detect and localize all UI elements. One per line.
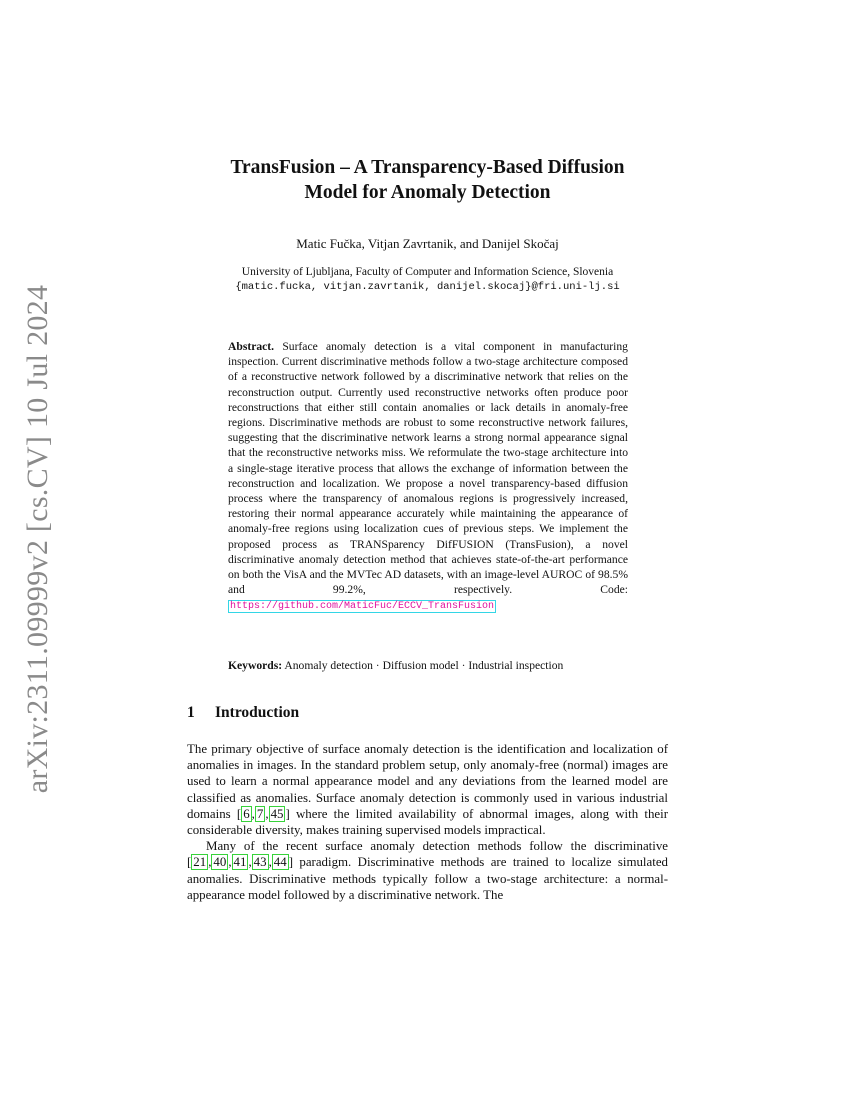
citation-link[interactable]: 45 bbox=[270, 806, 284, 821]
citation-link[interactable]: 41 bbox=[233, 855, 247, 870]
citation-link[interactable]: 21 bbox=[193, 855, 207, 870]
affiliation: University of Ljubljana, Faculty of Computer and Information Science, Slovenia bbox=[241, 266, 614, 278]
section-number: 1 bbox=[187, 704, 195, 721]
paper-title bbox=[187, 155, 668, 205]
title-line-2: Model for Anomaly Detection bbox=[304, 182, 551, 203]
section-title: Introduction bbox=[215, 704, 300, 721]
paragraph-1 bbox=[187, 741, 668, 838]
citation-link[interactable]: 7 bbox=[256, 806, 264, 821]
title-line-1: TransFusion – A Transparency-Based Diffusion bbox=[230, 157, 625, 178]
paragraph-2-text-b: paradigm. Discriminative methods are trained to localize simulated anomalies. Discriminative methods typically follow a two-stage architecture: a normal-appearance model followed by a discriminative network. The bbox=[187, 855, 668, 902]
paragraph-1-text-a: The primary objective of surface anomaly detection is the identification and localization of anomalies in images. In the standard problem setup, only anomaly-free (normal) images are used to learn a normal appearance model and any deviations from the learned model are classified as anomalies. Surface anomaly detection is commonly used in various industrial domains bbox=[187, 742, 668, 821]
authors: Matic Fučka, Vitjan Zavrtanik, and Danijel Skočaj bbox=[296, 236, 559, 251]
abstract-text: Surface anomaly detection is a vital component in manufacturing inspection. Current discriminative methods follow a two-stage architecture composed of a reconstructive network followed by a discriminative network that relies on the reconstruction output. Currently used reconstructive networks often produce poor reconstructions that either still contain anomalies or lack details in anomaly-free regions. Discriminative methods are robust to some reconstructive network failures, suggesting that the discriminative network learns a strong normal appearance signal that the reconstructive networks miss. We reformulate the two-stage architecture into a single-stage iterative process that allows the exchange of information between the reconstruction and localization. We propose a novel transparency-based diffusion process where the transparency of anomalous regions is progressively increased, restoring their normal appearance accurately while maintaining the appearance of anomaly-free regions using localization cues of previous steps. We implement the proposed process as TRANSparency DifFUSION (TransFusion), a novel discriminative anomaly detection method that achieves state-of-the-art performance on both the VisA and the MVTec AD datasets, with an image-level AUROC of 98.5% and 99.2%, respectively. Code: bbox=[228, 340, 628, 597]
paragraph-2 bbox=[187, 838, 668, 903]
citation-group-1: [ 6 , 7 , 45 ] bbox=[236, 806, 290, 821]
citation-link[interactable]: 40 bbox=[213, 855, 227, 870]
citation-group-2: [ 21 , 40 , 41 , 43 , 44 ] bbox=[187, 855, 293, 870]
keywords-text: Anomaly detection · Diffusion model · Industrial inspection bbox=[284, 659, 564, 672]
paragraph-2-text-a: Many of the recent surface anomaly detection methods follow the discriminative bbox=[206, 839, 668, 854]
keywords-label: Keywords: bbox=[228, 659, 283, 672]
citation-link[interactable]: 6 bbox=[243, 806, 250, 821]
introduction-body bbox=[187, 741, 668, 903]
arxiv-stamp bbox=[18, 284, 58, 794]
keywords bbox=[228, 659, 648, 672]
abstract bbox=[228, 339, 628, 615]
citation-link[interactable]: 44 bbox=[273, 855, 287, 870]
citation-link[interactable]: 43 bbox=[253, 855, 267, 870]
affiliation-block bbox=[187, 265, 668, 295]
arxiv-stamp-text: arXiv:2311.09999v2 [cs.CV] 10 Jul 2024 bbox=[21, 284, 54, 794]
emails: {matic.fucka, vitjan.zavrtanik, danijel.skocaj}@fri.uni-lj.si bbox=[235, 281, 620, 293]
paragraph-1-text-b: where the limited availability of abnormal images, along with their considerable diversity, makes training supervised models impractical. bbox=[187, 806, 668, 838]
code-link[interactable]: https://github.com/MaticFuc/ECCV_TransFusion bbox=[230, 601, 495, 613]
section-heading bbox=[187, 704, 299, 722]
abstract-label: Abstract. bbox=[228, 340, 275, 353]
